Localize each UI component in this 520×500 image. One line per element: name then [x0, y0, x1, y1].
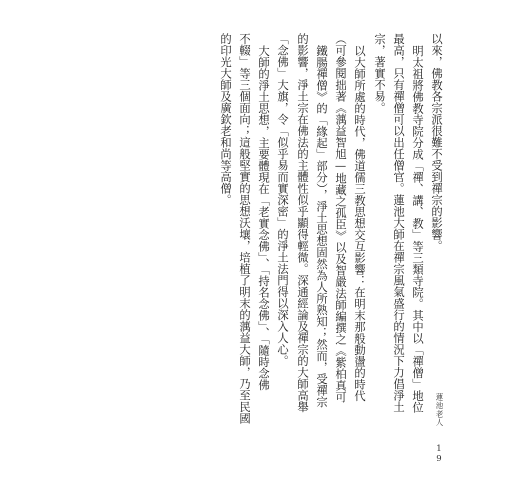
text-column: 明太祖將佛教寺院分成「禪、講、教」等三類寺院。其中以「禪僧」地位	[411, 45, 424, 413]
text-column: 的印光大師及廣欽老和尚等高僧。	[219, 33, 232, 206]
page-number: 19	[434, 444, 444, 464]
running-title: 蓮池老人	[435, 393, 444, 427]
text-column: 鐵腸禪僧》的「緣起」部分），淨土思想固然為人所熟知；然而，受禪宗	[315, 45, 328, 408]
text-column: （可參閱拙著《蕅益智旭—地藏之孤臣》以及智嚴法師編撰之《紫柏真可	[334, 33, 347, 403]
text-column: 大師的淨土思想，主要體現在「老實念佛」、「持名念佛」、「隨時念佛	[257, 45, 270, 391]
text-column: 不輟」等三個面向；這般堅實的思想沃壤，培植了明末的蕅益大師，乃至民國	[238, 33, 251, 424]
text-column: 以來，佛教各宗派很難不受到禪宗的影響。	[430, 33, 443, 252]
text-column: 的影響，淨土宗在佛法的主體性似乎顯得輕微。深通經論及禪宗的大師高舉	[296, 33, 309, 413]
page-footer	[434, 393, 444, 464]
text-column: 最高，只有禪僧可以出任僧官。蓮池大師在禪宗風氣盛行的情況下力倡淨土	[392, 33, 405, 413]
text-column: 「念佛」大旗，令「似乎易而實深密」的淨土法門得以深入人心。	[276, 33, 289, 367]
text-column: 以大師所處的時代，佛道儒三教思想交互影響：在明末那般動盪的時代	[353, 45, 366, 402]
text-column: 宗，著實不易。	[373, 33, 386, 114]
